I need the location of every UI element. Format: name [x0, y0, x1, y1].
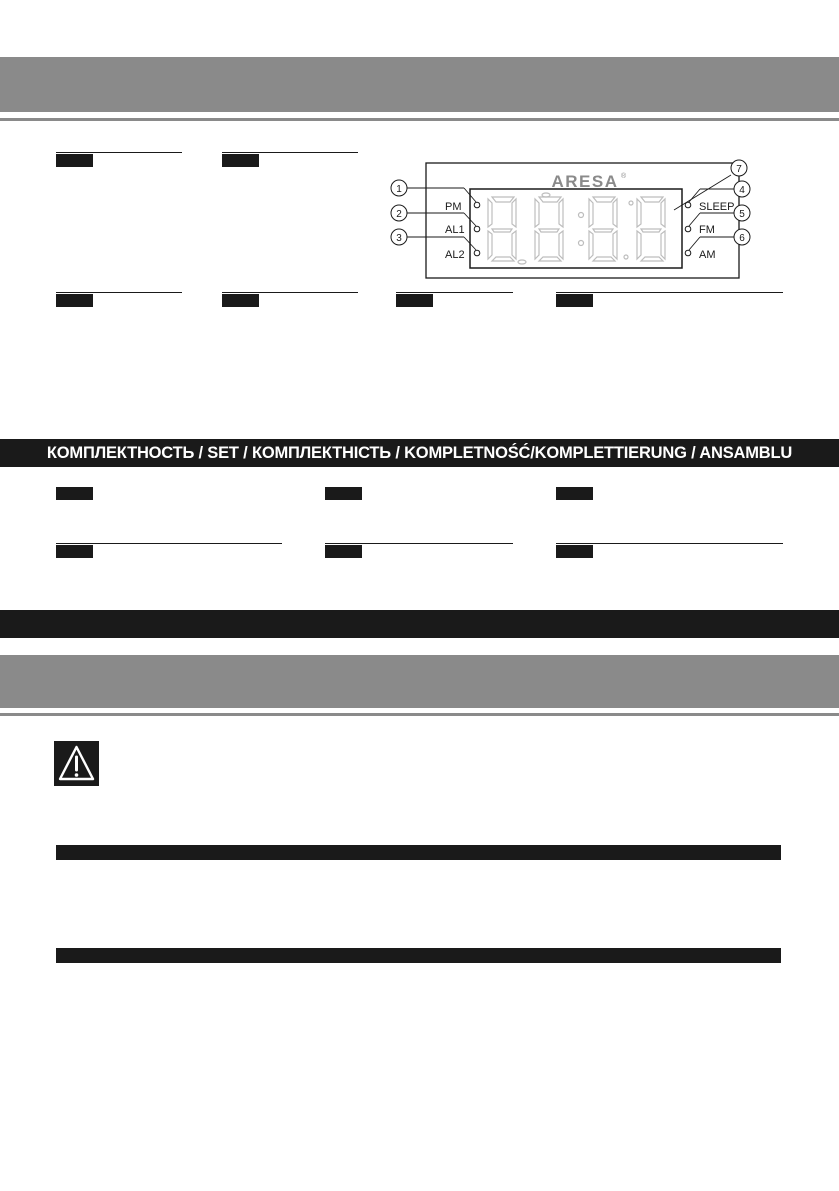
language-chip	[222, 154, 259, 167]
language-tab-pl	[222, 292, 358, 307]
top-header-band	[0, 57, 839, 112]
brand-logo: ARESA	[551, 172, 619, 191]
led-fm	[685, 226, 691, 232]
led-al2	[474, 250, 480, 256]
led-am	[685, 250, 691, 256]
language-tab-de	[396, 292, 513, 307]
callout-number-6: 6	[739, 233, 745, 244]
indicator-label-fm: FM	[699, 224, 715, 236]
language-chip	[325, 487, 362, 500]
language-chip	[556, 545, 593, 558]
language-chip	[325, 545, 362, 558]
warning-triangle-icon	[54, 741, 99, 786]
language-tab-ru	[56, 152, 182, 167]
top-header-rule	[0, 118, 839, 121]
content-bar-1	[56, 845, 781, 860]
digit-segments	[488, 193, 665, 264]
language-tab-ua	[56, 292, 182, 307]
top-dot	[542, 193, 550, 197]
callout-number-4: 4	[739, 185, 745, 196]
language-chip	[396, 294, 433, 307]
callout-number-2: 2	[396, 209, 402, 220]
language-chip	[56, 487, 93, 500]
digit-2	[535, 197, 563, 261]
safety-header-band	[0, 655, 839, 708]
decimal-dot	[518, 260, 526, 264]
callout-number-3: 3	[396, 233, 402, 244]
set-language-tab-pl	[56, 543, 282, 558]
language-tab-ro	[556, 292, 783, 307]
language-chip	[222, 294, 259, 307]
indicator-label-pm: PM	[445, 201, 462, 213]
display-diagram	[388, 155, 753, 285]
language-chip	[556, 487, 593, 500]
set-language-tab-ro	[556, 543, 783, 558]
digit-4	[637, 197, 665, 261]
indicator-label-am: AM	[699, 249, 716, 261]
colon-dot-top	[579, 213, 584, 218]
colon-dot-bottom	[579, 241, 584, 246]
indicator-label-sleep: SLEEP	[699, 201, 735, 213]
led-pm	[474, 202, 480, 208]
led-al1	[474, 226, 480, 232]
set-language-tab-de	[325, 543, 513, 558]
safety-header-rule	[0, 713, 839, 716]
indicator-label-al2: AL2	[445, 249, 465, 261]
digit-1	[488, 197, 516, 261]
digit-3	[589, 197, 617, 261]
language-chip	[556, 294, 593, 307]
warning-box	[54, 741, 99, 786]
content-bar-2	[56, 948, 781, 963]
language-tab-en	[222, 152, 358, 167]
language-chip	[56, 545, 93, 558]
callout-number-5: 5	[739, 209, 745, 220]
registered-mark: ®	[621, 173, 627, 180]
indicator-label-al1: AL1	[445, 224, 465, 236]
section-divider-band	[0, 610, 839, 638]
language-chip	[56, 294, 93, 307]
callout-number-1: 1	[396, 184, 402, 195]
indicator-dot-top	[629, 201, 633, 205]
indicator-dot-bottom	[624, 255, 628, 259]
callout-number-7: 7	[736, 164, 742, 175]
language-chip	[56, 154, 93, 167]
set-section-title: КОМПЛЕКТНОСТЬ / SET / КОМПЛЕКТНІСТЬ / KOMPLETNOŚĆ/KOMPLETTIERUNG / ANSAMBLU	[0, 439, 839, 467]
